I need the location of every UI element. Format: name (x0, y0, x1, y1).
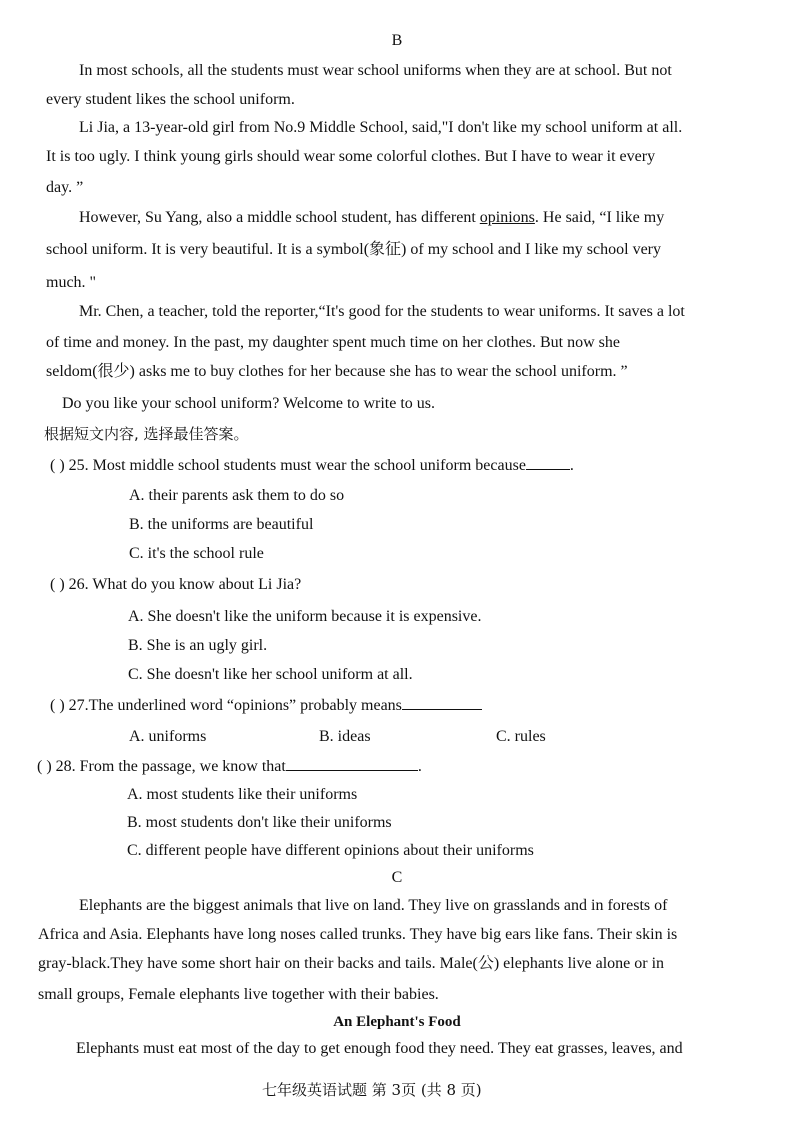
question-26-option-a[interactable]: A. She doesn't like the uniform because it is expensive. (128, 608, 482, 625)
question-25-stem-end: . (569, 457, 574, 474)
answer-paren-27[interactable]: ( ) (50, 697, 65, 714)
passage-b-paragraph-2-line-1: Li Jia, a 13-year-old girl from No.9 Middle School, said,"I don't like my school uniform at all. (79, 119, 683, 136)
question-28-option-c[interactable]: C. different people have different opinions about their uniforms (127, 842, 534, 859)
question-25-option-b[interactable]: B. the uniforms are beautiful (129, 516, 314, 533)
question-28-option-b[interactable]: B. most students don't like their uniforms (127, 814, 392, 831)
section-b-heading: B (391, 32, 403, 49)
passage-b-paragraph-1-line-2: every student likes the school uniform. (46, 91, 295, 108)
question-26-stem: 26. What do you know about Li Jia? (68, 576, 302, 593)
passage-b-paragraph-3-line-2: school uniform. It is very beautiful. It is a symbol(象征) of my school and I like my school very (46, 241, 662, 258)
passage-b-paragraph-2-line-2: It is too ugly. I think young girls should wear some colorful clothes. But I have to wear it every (46, 148, 656, 165)
text-segment: However, Su Yang, also a middle school student, has different (79, 209, 480, 226)
question-28-stem-end: . (417, 758, 422, 775)
passage-c-paragraph-2-line-1: Elephants must eat most of the day to get enough food they need. They eat grasses, leaves, and (76, 1040, 683, 1057)
question-25-option-a[interactable]: A. their parents ask them to do so (129, 487, 345, 504)
question-28-stem: 28. From the passage, we know that (55, 758, 286, 775)
blank-line (526, 455, 570, 470)
question-26-option-b[interactable]: B. She is an ugly girl. (128, 637, 268, 654)
passage-c-paragraph-1-line-3: gray-black.They have some short hair on their backs and tails. Male(公) elephants live alone or in (38, 955, 665, 972)
question-26 (50, 575, 301, 595)
subheading-elephant-food: An Elephant's Food (333, 1014, 461, 1030)
passage-b-paragraph-3-line-1 (79, 208, 664, 228)
instruction-text: 根据短文内容, 选择最佳答案。 (44, 425, 249, 443)
question-26-option-c[interactable]: C. She doesn't like her school uniform at all. (128, 666, 413, 683)
answer-paren-26[interactable]: ( ) (50, 576, 65, 593)
blank-line (286, 756, 418, 771)
passage-b-paragraph-2-line-3: day. ” (46, 179, 84, 196)
passage-c-paragraph-1-line-1: Elephants are the biggest animals that live on land. They live on grasslands and in forests of (79, 897, 668, 914)
question-25-stem: 25. Most middle school students must wear the school uniform because (68, 457, 526, 474)
underlined-word-opinions: opinions (479, 209, 535, 226)
question-28 (37, 756, 422, 777)
question-27 (50, 695, 482, 716)
question-28-option-a[interactable]: A. most students like their uniforms (127, 786, 358, 803)
question-27-option-c[interactable]: C. rules (496, 728, 546, 745)
passage-b-paragraph-3-line-3: much. " (46, 274, 97, 291)
passage-b-paragraph-4-line-1: Mr. Chen, a teacher, told the reporter,“It's good for the students to wear uniforms. It saves a lot (79, 303, 685, 320)
page-footer: 七年级英语试题 第 3页 (共 8 页) (262, 1081, 482, 1099)
question-25-option-c[interactable]: C. it's the school rule (129, 545, 264, 562)
question-27-option-b[interactable]: B. ideas (319, 728, 371, 745)
passage-c-paragraph-1-line-4: small groups, Female elephants live together with their babies. (38, 986, 439, 1003)
answer-paren-28[interactable]: ( ) (37, 758, 52, 775)
passage-b-paragraph-1-line-1: In most schools, all the students must wear school uniforms when they are at school. But not (79, 62, 672, 79)
blank-line (402, 695, 482, 710)
question-27-option-a[interactable]: A. uniforms (129, 728, 207, 745)
passage-b-paragraph-4-line-2: of time and money. In the past, my daughter spent much time on her clothes. But now she (46, 334, 620, 351)
section-c-heading: C (391, 869, 403, 886)
answer-paren-25[interactable]: ( ) (50, 457, 65, 474)
passage-c-paragraph-1-line-2: Africa and Asia. Elephants have long noses called trunks. They have big ears like fans. Their skin is (38, 926, 678, 943)
question-25 (50, 455, 574, 476)
passage-b-paragraph-4-line-3: seldom(很少) asks me to buy clothes for her because she has to wear the school uniform. ” (46, 363, 628, 380)
passage-b-paragraph-5: Do you like your school uniform? Welcome to write to us. (62, 395, 436, 412)
question-27-stem: 27.The underlined word “opinions” probably means (68, 697, 402, 714)
text-segment: . He said, “I like my (534, 209, 665, 226)
